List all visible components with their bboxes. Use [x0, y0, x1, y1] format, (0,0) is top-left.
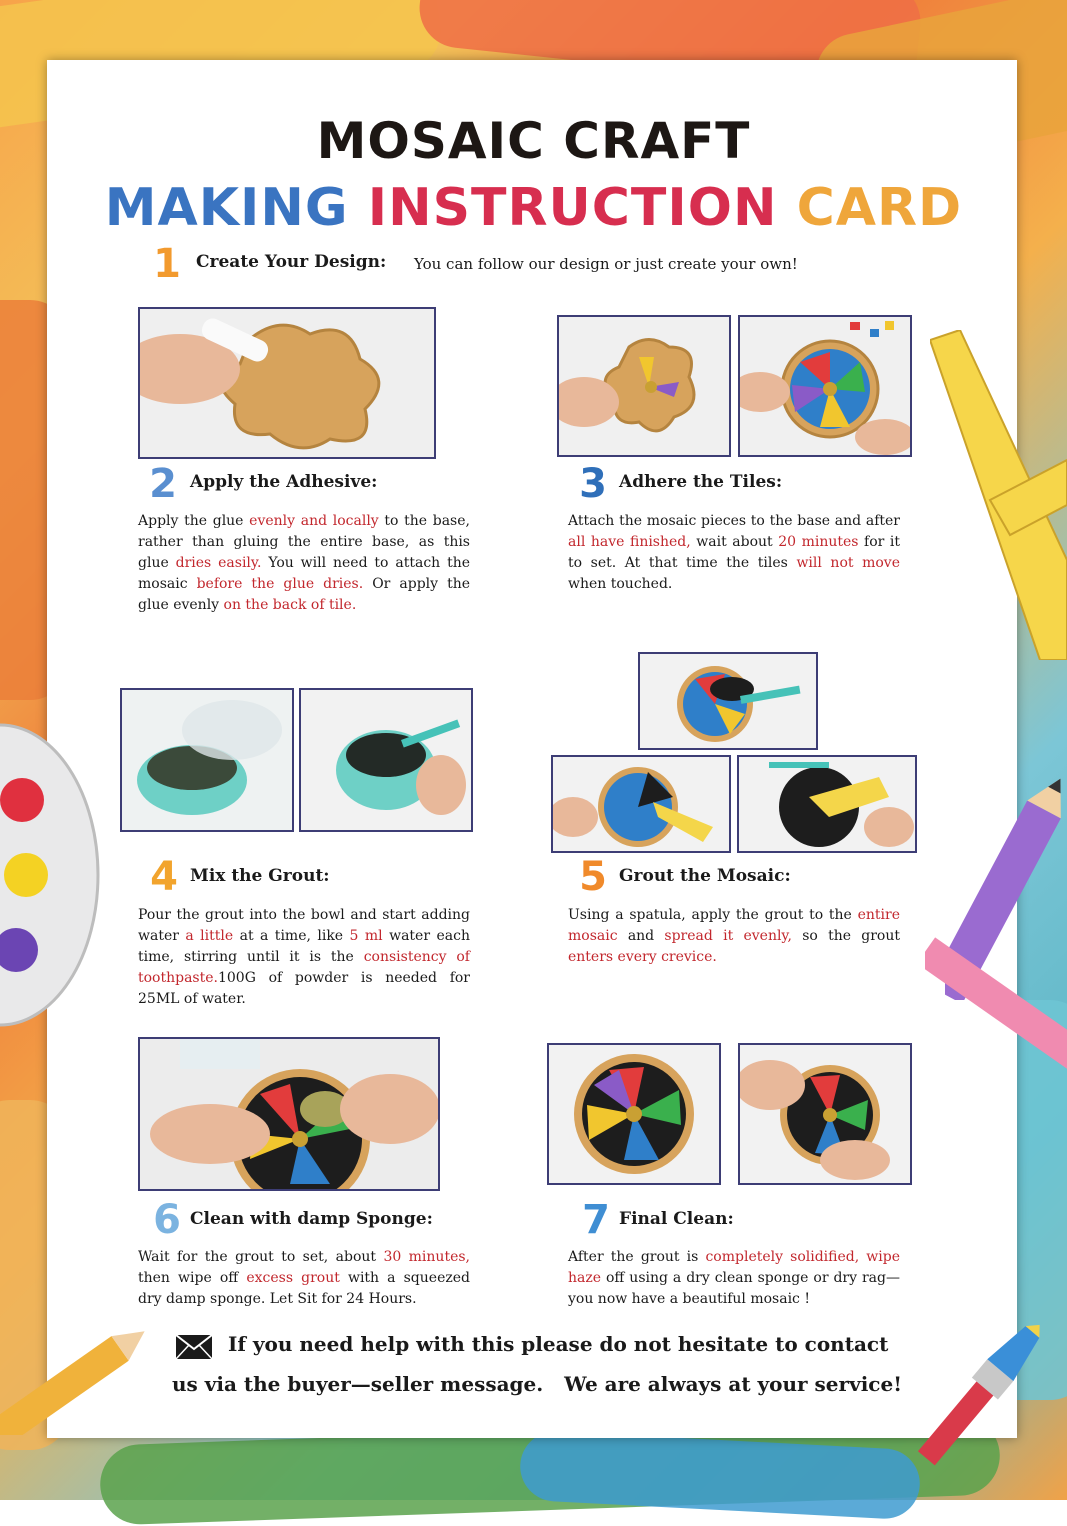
step6-title: Clean with damp Sponge:	[190, 1209, 433, 1229]
photo-final-wipe	[738, 1043, 912, 1185]
title-making: MAKING	[104, 178, 349, 238]
step3-title: Adhere the Tiles:	[619, 472, 783, 492]
pencil-icon	[925, 915, 1067, 1085]
title-card: CARD	[796, 178, 963, 238]
title-instruction: INSTRUCTION	[367, 178, 778, 238]
photo-grout-stirring	[299, 688, 473, 832]
photo-grout-powder	[120, 688, 294, 832]
step-number-7: 7	[582, 1197, 610, 1243]
step5-title: Grout the Mosaic:	[619, 866, 791, 886]
contact-line-1: If you need help with this please do not hesitate to contact	[228, 1332, 889, 1356]
step6-text: Wait for the grout to set, about 30 minutes, then wipe off excess grout with a squeezed dry damp sponge. Let Sit for 24 Hours.	[138, 1249, 470, 1307]
step7-title: Final Clean:	[619, 1209, 734, 1229]
photo-tiles-placed	[738, 315, 912, 457]
step2-title: Apply the Adhesive:	[190, 472, 378, 492]
step-number-5: 5	[579, 854, 607, 900]
step5-text: Using a spatula, apply the grout to the entire mosaic and spread it evenly, so the grout enters every crevice.	[568, 907, 900, 965]
title-line-1: MOSAIC CRAFT	[316, 112, 751, 170]
pencil-icon	[0, 1325, 150, 1435]
title-line-2	[0, 178, 1067, 238]
photo-place-tiles	[557, 315, 731, 457]
photo-sponge-clean	[138, 1037, 440, 1191]
photo-apply-glue	[138, 307, 436, 459]
photo-grout-covered	[737, 755, 917, 853]
palette-icon	[0, 720, 100, 1030]
contact-line-2: us via the buyer—seller message. We are always at your service!	[172, 1372, 902, 1396]
step-number-6: 6	[153, 1197, 181, 1243]
step-number-2: 2	[149, 461, 177, 507]
envelope-icon	[175, 1334, 213, 1360]
paintbrush-icon	[905, 1310, 1065, 1470]
step3-text: Attach the mosaic pieces to the base and after all have finished, wait about 20 minutes for it to set. At that time the tiles will not move when touched.	[568, 513, 901, 592]
step1-description: You can follow our design or just create your own!	[414, 255, 798, 273]
photo-grout-apply-top	[638, 652, 818, 750]
step-number-3: 3	[579, 461, 607, 507]
step4-title: Mix the Grout:	[190, 866, 330, 886]
ruler-icon	[930, 330, 1067, 660]
photo-grout-spread	[551, 755, 731, 853]
step-number-1: 1	[153, 241, 181, 287]
step-number-4: 4	[150, 854, 178, 900]
step7-text: After the grout is completely solidified, wipe haze off using a dry clean sponge or dry rag—you now have a beautiful mosaic !	[568, 1249, 901, 1307]
photo-finished-mosaic	[547, 1043, 721, 1185]
step4-text: Pour the grout into the bowl and start adding water a little at a time, like 5 ml water each time, stirring until it is the consistency of toothpaste.100G of powder is needed for 25ML of water.	[138, 907, 470, 1007]
step2-text: Apply the glue evenly and locally to the base, rather than gluing the entire base, as this glue dries easily. You will need to attach the mosaic before the glue dries. Or apply the glue evenly on the back of tile.	[138, 513, 471, 613]
step1-title: Create Your Design:	[196, 252, 387, 272]
